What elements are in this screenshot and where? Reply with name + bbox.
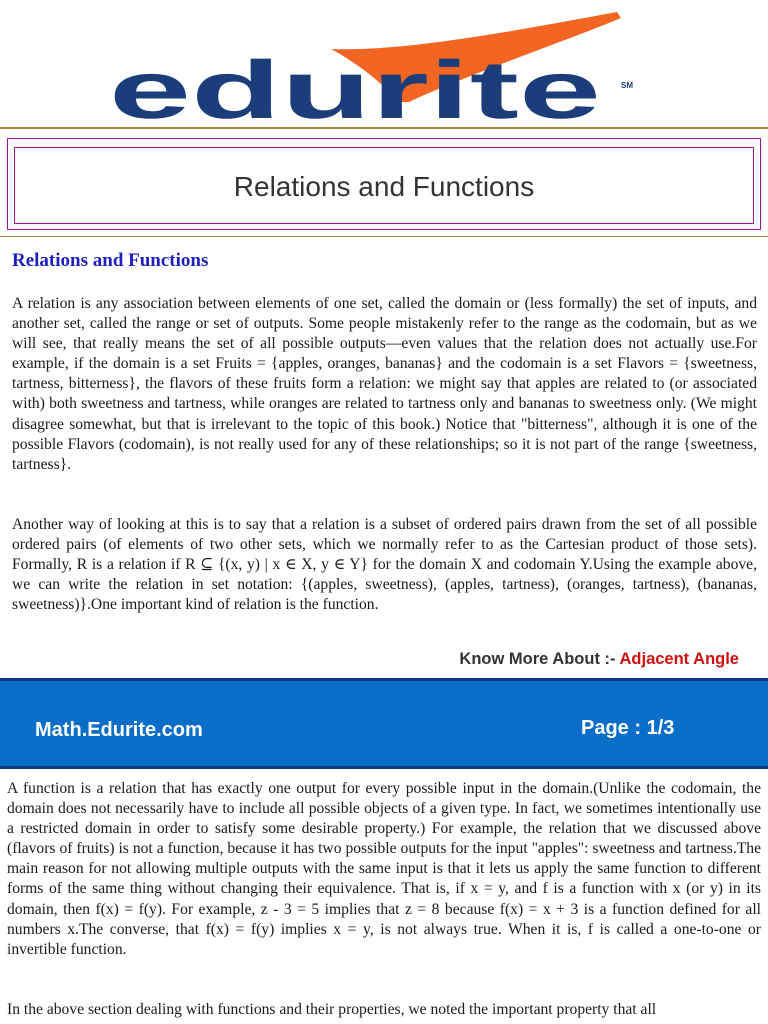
paragraph-continued: In the above section dealing with functions and their properties, we noted the important property that all (7, 1001, 657, 1018)
service-mark: SM (621, 81, 633, 90)
edurite-logo (109, 6, 646, 124)
know-more-label: Know More About :- (459, 650, 616, 668)
footer-site-name: Math.Edurite.com (35, 719, 203, 741)
paragraph-function-definition: A function is a relation that has exactly one output for every possible input in the domain.(Unlike the codomain, the domain does not necessarily have to include all possible objects of a given type. In fact, we sometimes intentionally use a restricted domain in order to satisfy some desirable property.) For example, the relation that we discussed above (flavors of fruits) is not a function, because it has two possible outputs for the input "apples": sweetness and tartness.The main reason for not allowing multiple outputs with the same input is that it lets us apply the same function to different forms of the same thing without changing their equivalence. That is, if x = y, and f is a function with x (or y) in its domain, then f(x) = f(y). For example, z - 3 = 5 implies that z = 8 because f(x) = x + 3 is a function defined for all numbers x.The converse, that f(x) = f(y) implies x = y, is not always true. When it is, f is called a one-to-one or invertible function. (7, 780, 761, 958)
paragraph-ordered-pairs: Another way of looking at this is to say that a relation is a subset of ordered pairs drawn from the set of all possible ordered pairs (of elements of two other sets, which we normally refer to as the Cartesian product of those sets). Formally, R is a relation if R ⊆ {(x, y) | x ∈ X, y ∈ Y} for the domain X and codomain Y.Using the example above, we can write the relation in set notation: {(apples, sweetness), (apples, tartness), (oranges, tartness), (bananas, sweetness)}.One important kind of relation is the function. (12, 516, 757, 614)
title-rule (0, 236, 768, 237)
section-heading: Relations and Functions (12, 250, 209, 271)
logo-wordmark: edurite (109, 45, 601, 124)
paragraph-relations-intro: A relation is any association between elements of one set, called the domain or (less formally) the set of inputs, and another set, called the range or set of outputs. Some people mistakenly refer to the range as the codomain, but as we will see, that really means the set of all possible outputs—even values that the relation does not actually use.For example, if the domain is a set Fruits = {apples, oranges, bananas} and the codomain is a set Flavors = {sweetness, tartness, bitterness}, the flavors of these fruits form a relation: we might say that apples are related to (or associated with) both sweetness and tartness, while oranges are related to tartness only and bananas to sweetness only. (We might disagree somewhat, but that is irrelevant to the topic of this book.) Notice that "bitterness", although it is one of the possible Flavors (codomain), is not really used for any of these relationships; so it is not part of the range {sweetness, tartness}. (12, 295, 757, 473)
footer-page-number: Page : 1/3 (581, 717, 675, 739)
know-more (459, 650, 739, 669)
header-rule (0, 127, 768, 129)
know-more-link[interactable]: Adjacent Angle (619, 650, 739, 668)
page-title: Relations and Functions (233, 170, 535, 202)
title-frame-inner (14, 147, 754, 224)
